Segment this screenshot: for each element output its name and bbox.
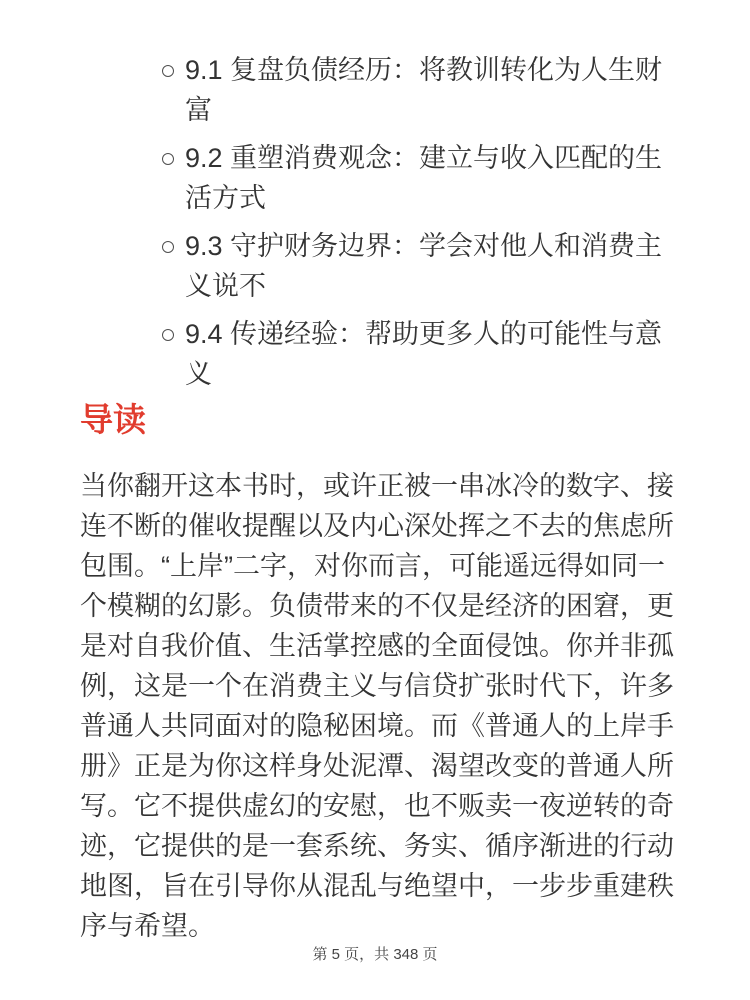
circle-bullet-icon — [162, 329, 174, 341]
toc-list — [0, 0, 750, 394]
circle-bullet-icon — [162, 153, 174, 165]
toc-item-text: 9.4 传递经验：帮助更多人的可能性与意义 — [185, 319, 663, 389]
toc-item-text: 9.2 重塑消费观念：建立与收入匹配的生活方式 — [185, 143, 663, 213]
toc-item-9-2 — [162, 138, 750, 218]
toc-item-9-3 — [162, 226, 750, 306]
circle-bullet-icon — [162, 65, 174, 77]
toc-item-9-4 — [162, 314, 750, 394]
toc-item-text: 9.1 复盘负债经历：将教训转化为人生财富 — [185, 55, 663, 125]
page-indicator: 第 5 页，共 348 页 — [312, 946, 438, 963]
toc-item-9-1 — [162, 50, 750, 130]
section-heading: 导读 — [80, 401, 146, 438]
toc-item-text: 9.3 守护财务边界：学会对他人和消费主义说不 — [185, 231, 663, 301]
circle-bullet-icon — [162, 241, 174, 253]
page-footer — [0, 945, 750, 965]
intro-paragraph: 当你翻开这本书时，或许正被一串冰冷的数字、接连不断的催收提醒以及内心深处挥之不去的焦虑所包围。“上岸”二字，对你而言，可能遥远得如同一个模糊的幻影。负债带来的不仅是经济的困窘，更是对自我价值、生活掌控感的全面侵蚀。你并非孤例，这是一个在消费主义与信贷扩张时代下，许多普通人共同面对的隐秘困境。而《普通人的上岸手册》正是为你这样身处泥潭、渴望改变的普通人所写。它不提供虚幻的安慰，也不贩卖一夜逆转的奇迹，它提供的是一套系统、务实、循序渐进的行动地图，旨在引导你从混乱与绝望中，一步步重建秩序与希望。 — [80, 471, 674, 941]
